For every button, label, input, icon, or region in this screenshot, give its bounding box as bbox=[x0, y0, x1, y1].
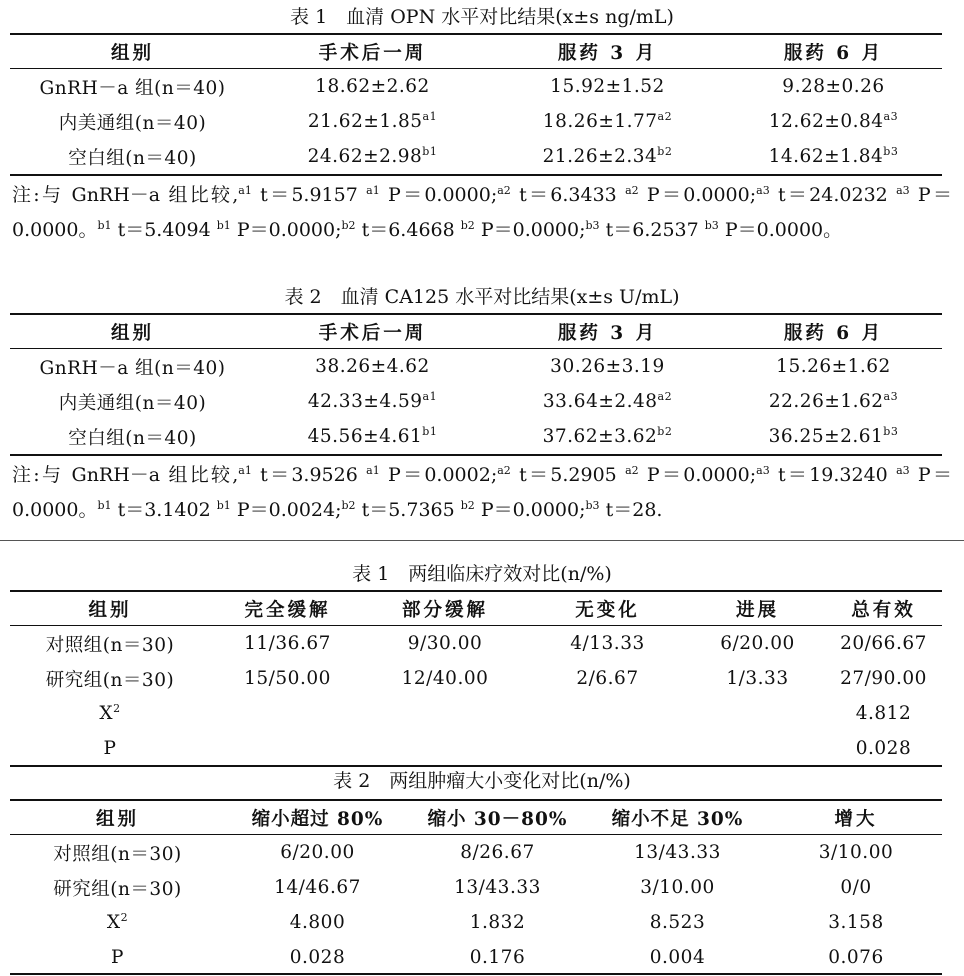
value-cell: 38.26±4.62 bbox=[315, 356, 430, 377]
chi-square-value: 3.158 bbox=[828, 912, 884, 933]
header-cell: 缩小超过 80% bbox=[251, 808, 384, 830]
group-cell: 空白组(n＝40) bbox=[68, 147, 197, 169]
table4-bottom-rule bbox=[10, 973, 942, 975]
header-cell: 部分缓解 bbox=[401, 599, 488, 621]
value-cell: 15.26±1.62 bbox=[776, 356, 891, 377]
value-cell: 9.28±0.26 bbox=[782, 76, 885, 97]
value-cell: $37.62\pm 3.62^{b2}$ bbox=[542, 425, 673, 447]
chi-square-value: 1.832 bbox=[469, 912, 526, 933]
table2 bbox=[10, 314, 942, 349]
table2-bottom-rule bbox=[10, 454, 942, 456]
header-cell: 服药 3 月 bbox=[557, 42, 658, 64]
table1-caption: 表 1 血清 OPN 水平对比结果(x±s ng/mL) bbox=[290, 6, 674, 28]
header-cell: 组别 bbox=[110, 42, 154, 64]
header-cell: 组别 bbox=[88, 599, 132, 621]
value-cell: 9/30.00 bbox=[407, 633, 483, 654]
chi-square-label: $X^2$ bbox=[99, 702, 121, 724]
table2-caption: 表 2 血清 CA125 水平对比结果(x±s U/mL) bbox=[284, 286, 680, 308]
table1 bbox=[10, 34, 942, 69]
header-cell: 完全缓解 bbox=[244, 599, 331, 621]
chi-square-value: 4.812 bbox=[855, 703, 912, 724]
table-row bbox=[10, 696, 942, 731]
table-row bbox=[10, 661, 942, 696]
table-row bbox=[10, 69, 942, 104]
value-cell: 4/13.33 bbox=[570, 633, 645, 654]
p-label: P bbox=[111, 947, 124, 968]
table3-caption: 表 1 两组临床疗效对比(n/%) bbox=[352, 563, 612, 585]
table4-header-row bbox=[10, 800, 942, 835]
value-cell: $18.26\pm 1.77^{a2}$ bbox=[542, 110, 673, 132]
value-cell: 6/20.00 bbox=[720, 633, 795, 654]
table-row bbox=[10, 940, 942, 975]
value-cell: $24.62\pm 2.98^{b1}$ bbox=[307, 145, 438, 167]
table3 bbox=[10, 591, 942, 626]
value-cell: $45.56\pm 4.61^{b1}$ bbox=[307, 425, 438, 447]
chi-square-label: $X^2$ bbox=[106, 911, 129, 933]
p-value: 0.176 bbox=[469, 947, 526, 968]
group-cell: 研究组(n＝30) bbox=[45, 669, 175, 691]
table3-bottom-rule bbox=[10, 765, 942, 767]
table-row bbox=[10, 870, 942, 905]
header-cell: 组别 bbox=[110, 322, 154, 344]
value-cell: $36.25\pm 2.61^{b3}$ bbox=[768, 425, 899, 447]
p-value: 0.004 bbox=[649, 947, 706, 968]
table-row bbox=[10, 835, 942, 870]
value-cell: 3/10.00 bbox=[640, 877, 715, 898]
value-cell: 18.62±2.62 bbox=[315, 76, 430, 97]
value-cell: 6/20.00 bbox=[280, 842, 355, 863]
value-cell: $21.62\pm 1.85^{a1}$ bbox=[307, 110, 438, 132]
header-cell: 增大 bbox=[834, 808, 878, 830]
value-cell: 13/43.33 bbox=[634, 842, 721, 863]
p-label: P bbox=[103, 738, 117, 759]
table-row bbox=[10, 384, 942, 419]
header-cell: 总有效 bbox=[851, 599, 916, 621]
table3-header-row bbox=[10, 591, 942, 626]
table4-caption: 表 2 两组肿瘤大小变化对比(n/%) bbox=[333, 770, 631, 792]
table1-bottom-rule bbox=[10, 174, 942, 176]
value-cell: $12.62\pm 0.84^{a3}$ bbox=[768, 110, 899, 132]
header-cell: 缩小不足 30% bbox=[611, 808, 744, 830]
header-cell: 无变化 bbox=[575, 599, 640, 621]
table3-body bbox=[10, 626, 942, 766]
group-cell: 内美通组(n＝40) bbox=[58, 112, 207, 134]
value-cell: $42.33\pm 4.59^{a1}$ bbox=[307, 390, 438, 412]
table-row bbox=[10, 139, 942, 174]
value-cell: $33.64\pm 2.48^{a2}$ bbox=[542, 390, 673, 412]
header-cell: 服药 3 月 bbox=[557, 322, 658, 344]
section-separator bbox=[0, 540, 964, 541]
group-cell: GnRH－a 组(n＝40) bbox=[39, 357, 226, 379]
chi-square-value: 4.800 bbox=[289, 912, 346, 933]
header-cell: 缩小 30－80% bbox=[427, 808, 568, 830]
header-cell: 进展 bbox=[735, 599, 779, 621]
table4 bbox=[10, 800, 942, 835]
table-row bbox=[10, 349, 942, 384]
table1-note: 注:与 GnRH－a 组比较,$^{a1}$ t＝5.9157 $^{a1}$ P＝0.0000;$^{a2}$ t＝6.3433 $^{a2}$ P＝0.0000;$^{a3}$ t＝24.0232 $^{a3}$ P＝0.0000。$^{b1}$ t＝5.4094 $^{b1}$ P＝0.0000;$^{b2}$ t＝6.4668 $^{b2}$ P＝0.0000;$^{b3}$ t＝6.2537 $^{b3}$ P＝0.0000。 bbox=[12, 184, 952, 241]
group-cell: 内美通组(n＝40) bbox=[58, 392, 207, 414]
group-cell: 对照组(n＝30) bbox=[45, 634, 175, 656]
header-cell: 手术后一周 bbox=[318, 322, 427, 344]
value-cell: 14/46.67 bbox=[274, 877, 361, 898]
table2-body bbox=[10, 349, 942, 454]
table1-header-row bbox=[10, 34, 942, 69]
table-row bbox=[10, 626, 942, 661]
value-cell: 27/90.00 bbox=[840, 668, 927, 689]
table1-body bbox=[10, 69, 942, 174]
table-row bbox=[10, 419, 942, 454]
group-cell: 研究组(n＝30) bbox=[53, 878, 182, 900]
value-cell: 8/26.67 bbox=[460, 842, 535, 863]
value-cell: 11/36.67 bbox=[244, 633, 331, 654]
value-cell: 3/10.00 bbox=[818, 842, 894, 863]
table-row bbox=[10, 905, 942, 940]
value-cell: $21.26\pm 2.34^{b2}$ bbox=[542, 145, 673, 167]
value-cell: 15/50.00 bbox=[244, 668, 331, 689]
p-value: 0.076 bbox=[828, 947, 884, 968]
header-cell: 手术后一周 bbox=[318, 42, 427, 64]
group-cell: 空白组(n＝40) bbox=[68, 427, 197, 449]
value-cell: 20/66.67 bbox=[840, 633, 927, 654]
value-cell: 0/0 bbox=[840, 877, 872, 898]
table4-body bbox=[10, 835, 942, 975]
value-cell: 30.26±3.19 bbox=[550, 356, 665, 377]
value-cell: 13/43.33 bbox=[454, 877, 541, 898]
table-row bbox=[10, 731, 942, 766]
header-cell: 服药 6 月 bbox=[783, 42, 884, 64]
table-row bbox=[10, 104, 942, 139]
value-cell: 1/3.33 bbox=[726, 668, 789, 689]
value-cell: 2/6.67 bbox=[576, 668, 639, 689]
p-value: 0.028 bbox=[855, 738, 912, 759]
chi-square-value: 8.523 bbox=[649, 912, 706, 933]
header-cell: 服药 6 月 bbox=[783, 322, 884, 344]
value-cell: 12/40.00 bbox=[401, 668, 489, 689]
group-cell: 对照组(n＝30) bbox=[53, 843, 182, 865]
value-cell: $14.62\pm 1.84^{b3}$ bbox=[768, 145, 899, 167]
table2-note: 注:与 GnRH－a 组比较,$^{a1}$ t＝3.9526 $^{a1}$ P＝0.0002;$^{a2}$ t＝5.2905 $^{a2}$ P＝0.0000;$^{a3}$ t＝19.3240 $^{a3}$ P＝0.0000。$^{b1}$ t＝3.1402 $^{b1}$ P＝0.0024;$^{b2}$ t＝5.7365 $^{b2}$ P＝0.0000;$^{b3}$ t＝28. bbox=[12, 464, 952, 521]
header-cell: 组别 bbox=[95, 808, 139, 830]
group-cell: GnRH－a 组(n＝40) bbox=[39, 77, 226, 99]
p-value: 0.028 bbox=[289, 947, 346, 968]
value-cell: $22.26\pm 1.62^{a3}$ bbox=[768, 390, 899, 412]
value-cell: 15.92±1.52 bbox=[550, 76, 665, 97]
table2-header-row bbox=[10, 314, 942, 349]
